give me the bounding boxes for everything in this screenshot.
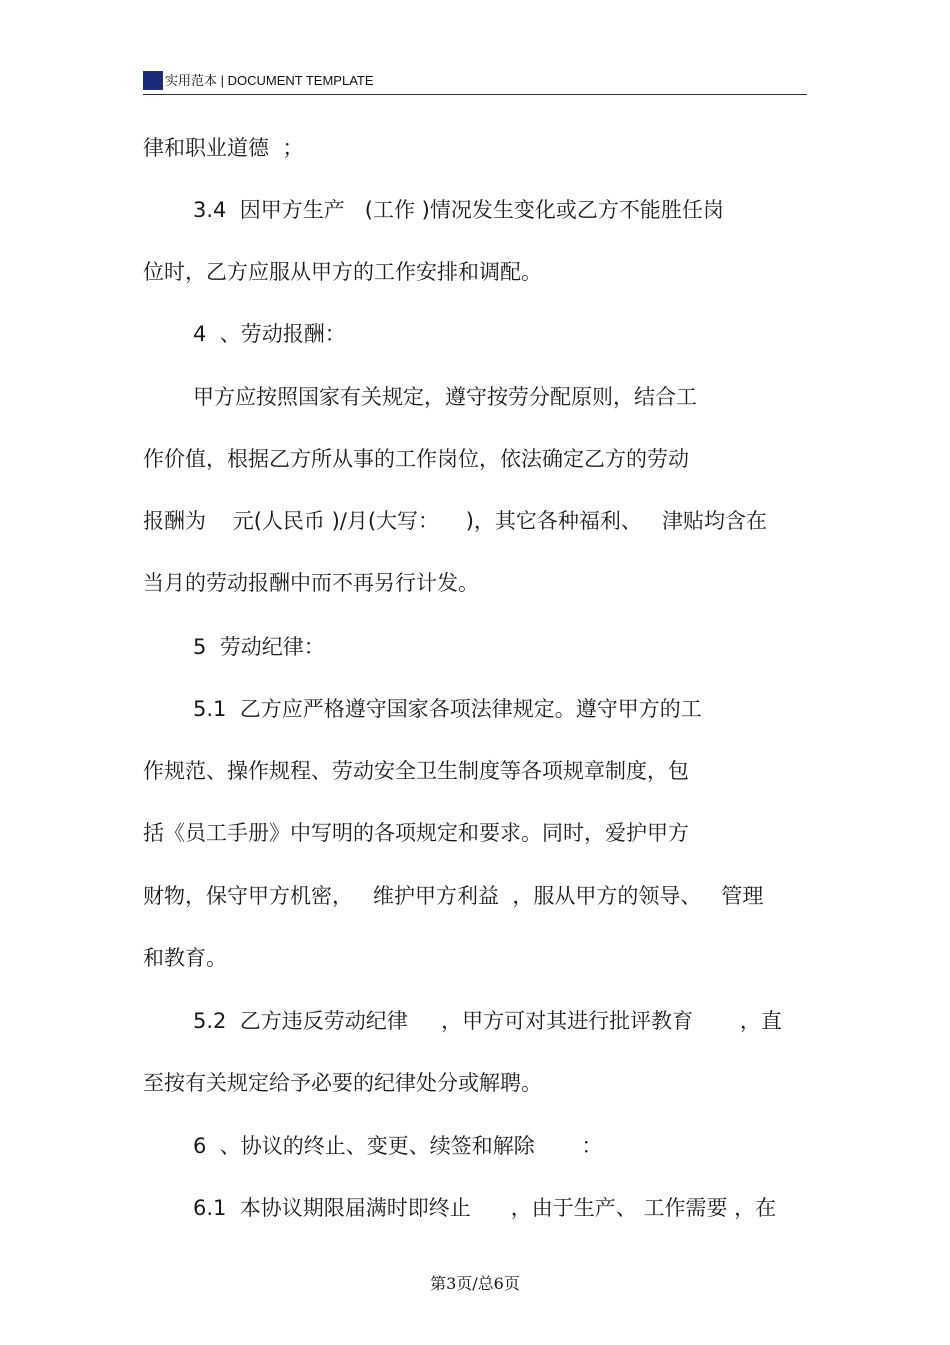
body-line: 5.2 乙方违反劳动纪律 ，甲方可对其进行批评教育 ，直 [193,1009,782,1033]
body-line: 位时，乙方应服从甲方的工作安排和调配。 [143,260,542,284]
section-heading: 5 劳动纪律： [193,635,325,659]
body-line: 括《员工手册》中写明的各项规定和要求。同时，爱护甲方 [143,821,689,845]
body-line: 和教育。 [143,946,227,970]
section-heading: 4 、劳动报酬： [193,322,346,346]
page-indicator: 第3页/总6页 [430,1274,520,1293]
body-line: 作价值，根据乙方所从事的工作岗位，依法确定乙方的劳动 [143,447,689,471]
logo-block-icon [143,71,163,90]
body-line: 律和职业道德 ； [143,136,304,160]
body-line: 3.4 因甲方生产 (工作 )情况发生变化或乙方不能胜任岗 [193,198,724,222]
header-title: 实用范本 | DOCUMENT TEMPLATE [165,73,374,88]
body-line: 甲方应按照国家有关规定，遵守按劳分配原则，结合工 [193,385,697,409]
body-line: 财物，保守甲方机密， 维护甲方利益 ，服从甲方的领导、 管理 [143,884,764,908]
section-heading: 6 、协议的终止、变更、续签和解除 ： [193,1134,603,1158]
body-line: 6.1 本协议期限届满时即终止 ，由于生产、 工作需要 ，在 [193,1196,777,1220]
body-line: 报酬为 元(人民币 )/月(大写： )，其它各种福利、 津贴均含在 [143,509,767,533]
body-line: 作规范、操作规程、劳动安全卫生制度等各项规章制度，包 [143,759,689,783]
document-header [143,68,807,95]
body-line: 至按有关规定给予必要的纪律处分或解聘。 [143,1071,542,1095]
body-line: 当月的劳动报酬中而不再另行计发。 [143,571,479,595]
body-line: 5.1 乙方应严格遵守国家各项法律规定。遵守甲方的工 [193,697,702,721]
